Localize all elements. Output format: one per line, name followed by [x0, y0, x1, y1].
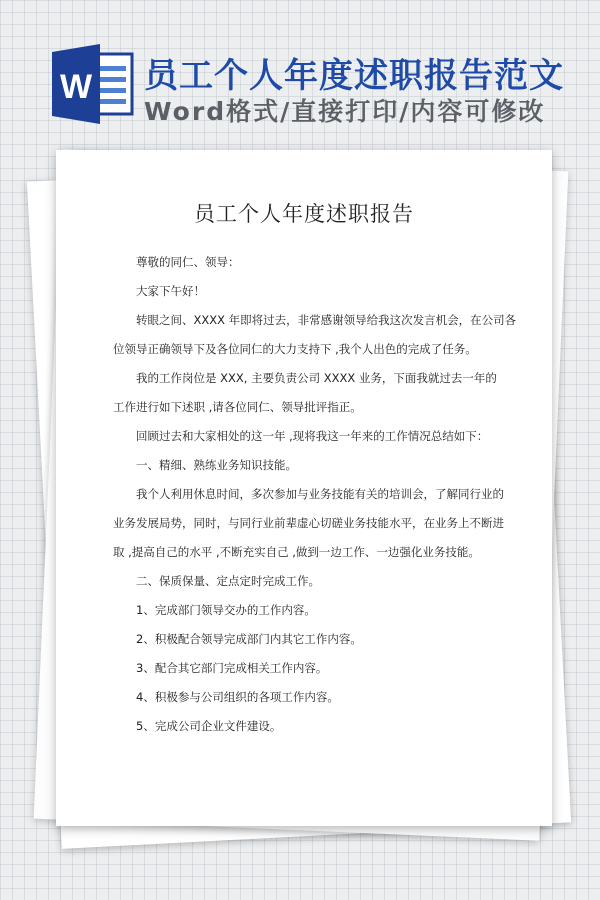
word-logo-letter: W [59, 68, 93, 106]
word-logo-icon [50, 44, 136, 124]
paragraph-line: 回顾过去和大家相处的这一年 ,现将我这一年来的工作情况总结如下： [136, 429, 489, 443]
paragraph-line: 工作进行如下述职 ,请各位同仁、领导批评指正。 [113, 400, 362, 414]
list-item: 1、完成部门领导交办的工作内容。 [136, 603, 316, 617]
section-heading: 二、保质保量、定点定时完成工作。 [136, 574, 320, 588]
paragraph-line: 业务发展局势，同时，与同行业前辈虚心切磋业务技能水平，在业务上不断进 [113, 516, 504, 530]
banner-subtitle: Word格式/直接打印/内容可修改 [144, 97, 546, 126]
paragraph-line: 转眼之间、XXXX 年即将过去，非常感谢领导给我这次发言机会，在公司各 [136, 313, 517, 327]
document-body [113, 248, 517, 741]
list-item: 5、完成公司企业文件建设。 [136, 719, 282, 733]
section-heading: 一、精细、熟练业务知识技能。 [136, 458, 297, 472]
list-item: 4、积极参与公司组织的各项工作内容。 [136, 690, 339, 704]
salutation-line: 尊敬的同仁、领导： [136, 255, 240, 269]
paragraph-line: 我的工作岗位是 XXX, 主要负责公司 XXXX 业务，下面我就过去一年的 [136, 371, 497, 385]
banner-title: 员工个人年度述职报告范文 [144, 56, 564, 96]
list-item: 3、配合其它部门完成相关工作内容。 [136, 661, 328, 675]
greeting-line: 大家下午好！ [136, 284, 205, 298]
paragraph-line: 位领导正确领导下及各位同仁的大力支持下 ,我个人出色的完成了任务。 [113, 342, 477, 356]
list-item: 2、积极配合领导完成部门内其它工作内容。 [136, 632, 362, 646]
paragraph-line: 我个人利用休息时间，多次参加与业务技能有关的培训会，了解同行业的 [136, 487, 504, 501]
document-page [56, 150, 552, 826]
document-title: 员工个人年度述职报告 [194, 202, 414, 226]
paragraph-line: 取 ,提高自己的水平 ,不断充实自己 ,做到一边工作、一边强化业务技能。 [113, 545, 480, 559]
